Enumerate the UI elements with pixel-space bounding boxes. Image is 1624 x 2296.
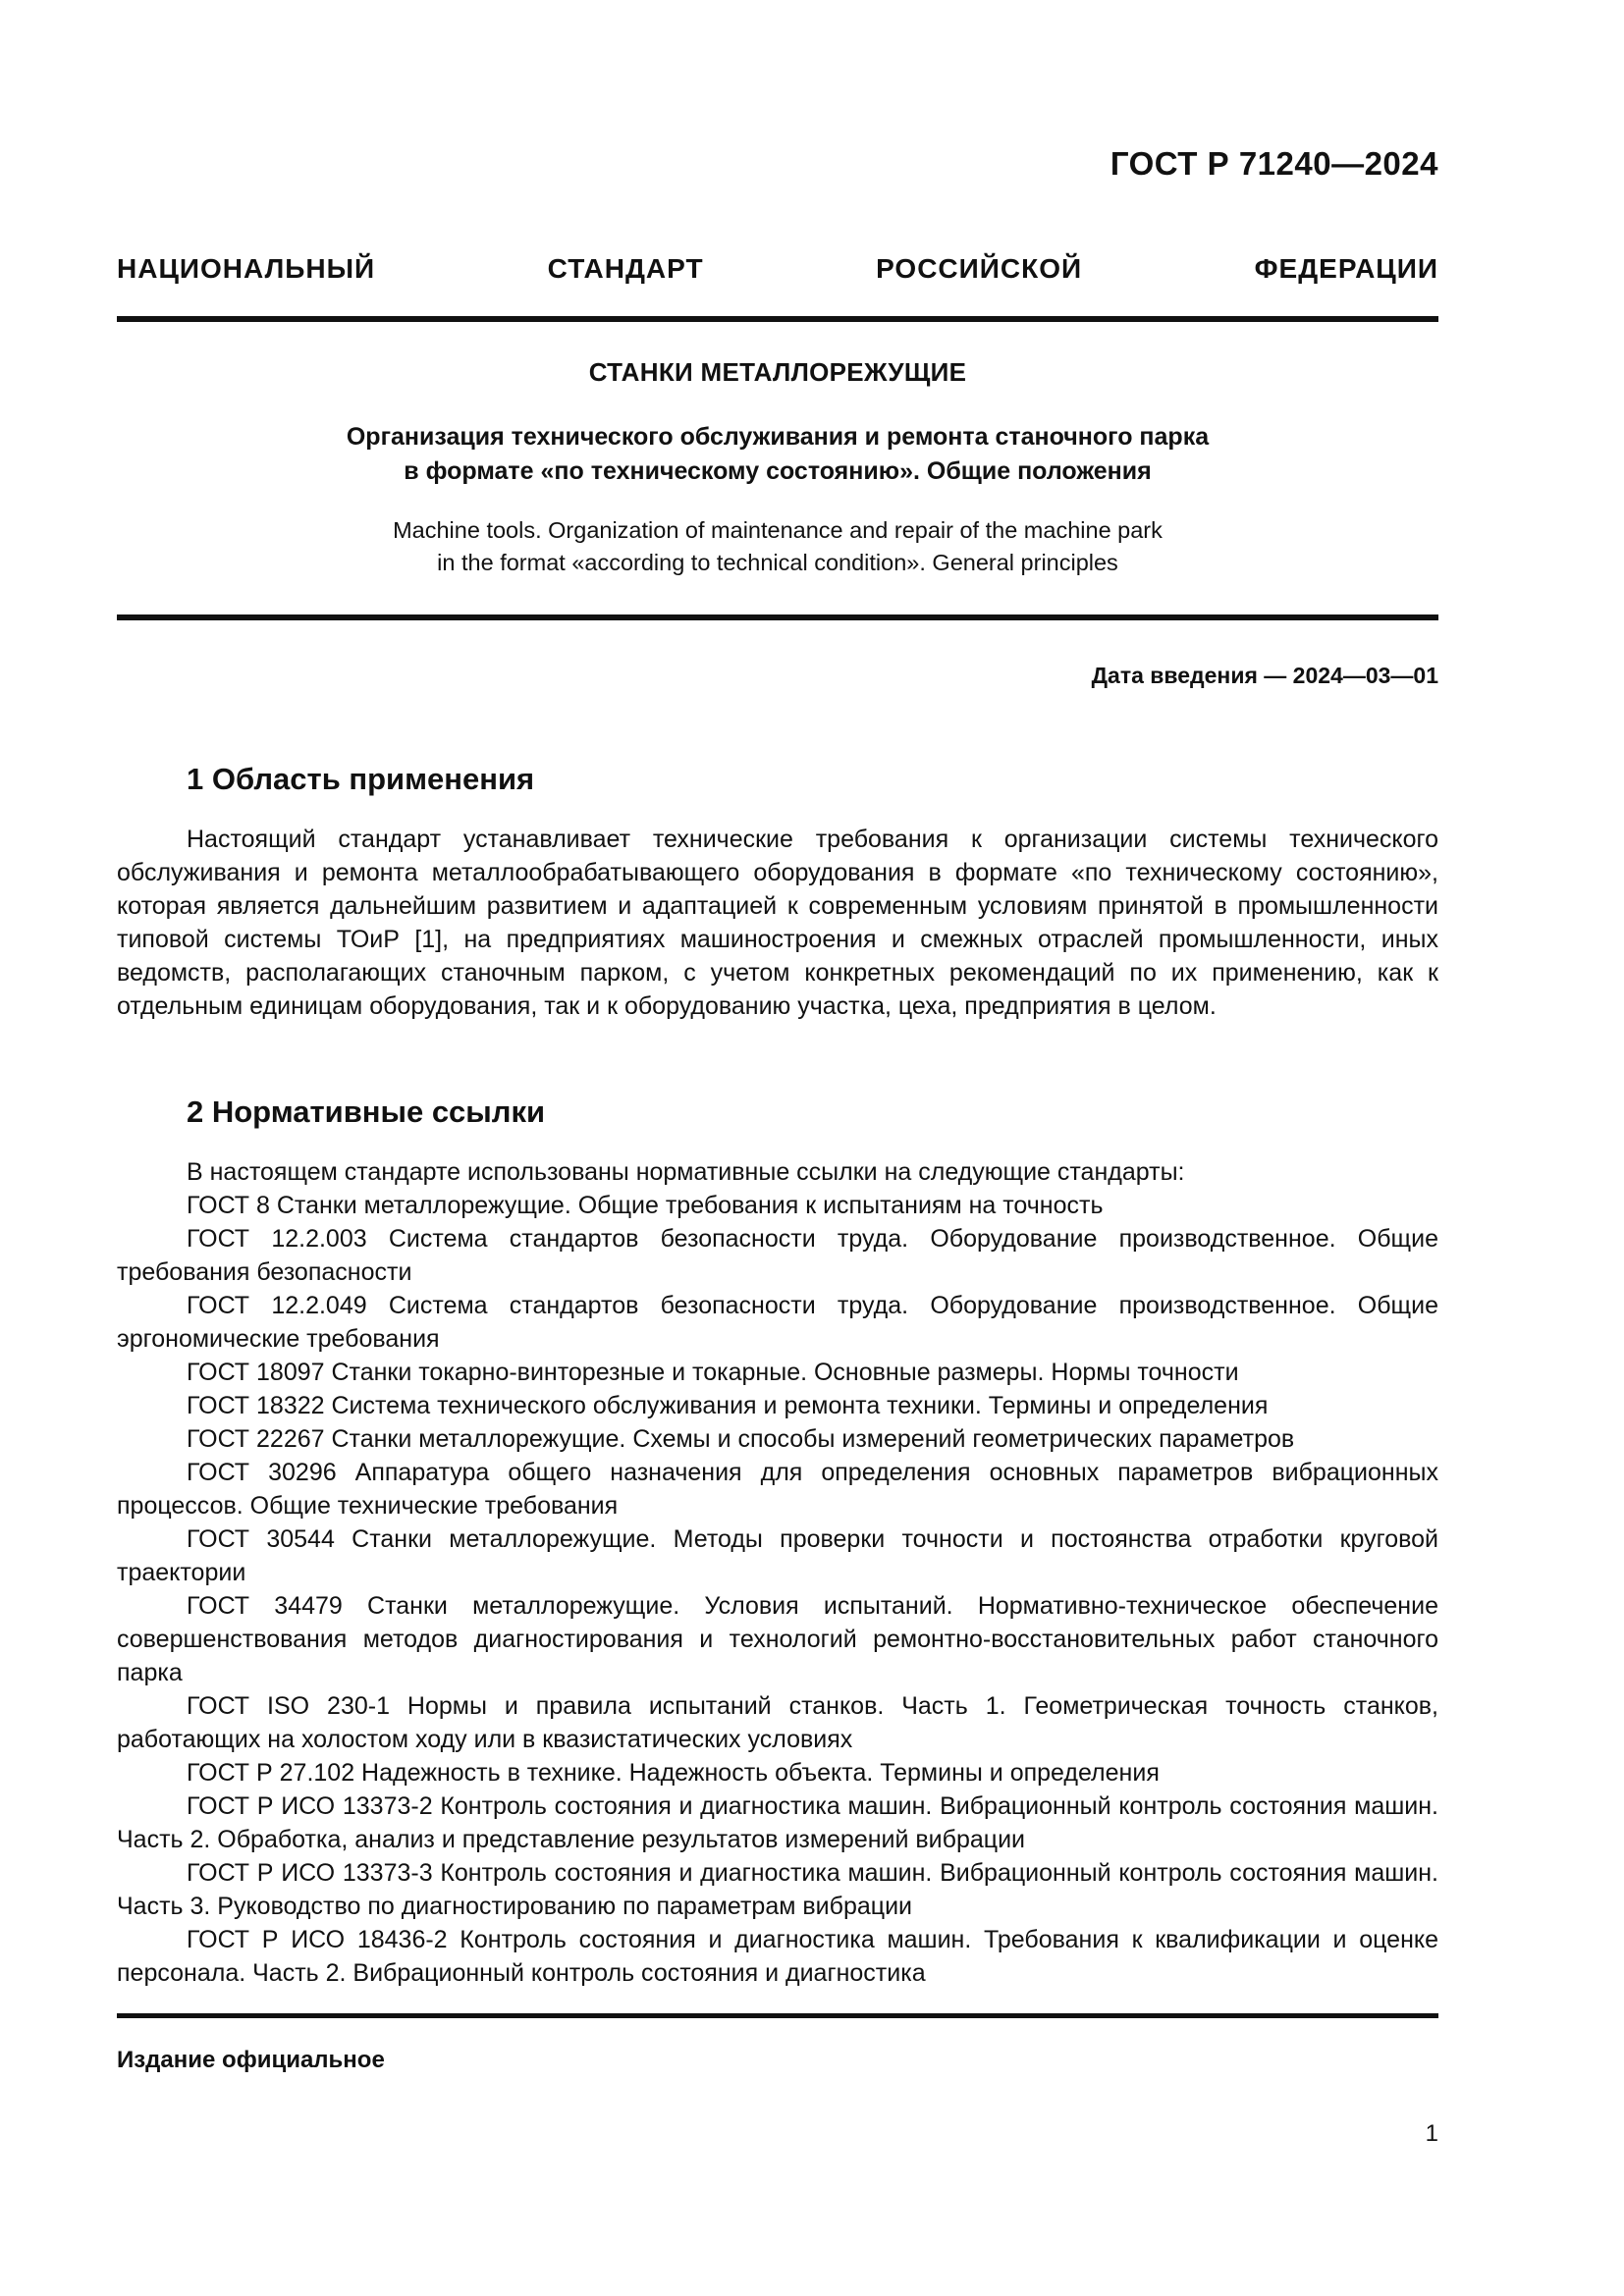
subtitle-line-1: Организация технического обслуживания и ремонта станочного парка	[346, 423, 1210, 451]
reference-item: ГОСТ ISO 230-1 Нормы и правила испытаний станков. Часть 1. Геометрическая точность станков, работающих на холостом ходу или в квазистатических условиях	[117, 1692, 1438, 1753]
reference-item: ГОСТ 18322 Система технического обслуживания и ремонта техники. Термины и определения	[187, 1392, 1269, 1419]
document-subtitle	[117, 420, 1438, 489]
normative-references	[117, 1155, 1438, 1990]
section-1-heading: 1 Область применения	[187, 762, 535, 796]
subtitle-line-2: в формате «по техническому состоянию». Общие положения	[404, 457, 1152, 485]
reference-item: ГОСТ Р ИСО 13373-3 Контроль состояния и диагностика машин. Вибрационный контроль состояния машин. Часть 3. Руководство по диагностированию по параметрам вибрации	[117, 1859, 1438, 1920]
reference-item: ГОСТ 12.2.003 Система стандартов безопасности труда. Оборудование производственное. Общие требования безопасности	[117, 1225, 1438, 1286]
reference-item: ГОСТ Р ИСО 18436-2 Контроль состояния и диагностика машин. Требования к квалификации и оценке персонала. Часть 2. Вибрационный контроль состояния и диагностика	[117, 1926, 1438, 1987]
reference-item: ГОСТ 30544 Станки металлорежущие. Методы проверки точности и постоянства отработки круговой траектории	[117, 1525, 1438, 1586]
reference-item: ГОСТ 8 Станки металлорежущие. Общие требования к испытаниям на точность	[187, 1192, 1104, 1219]
reference-item: ГОСТ 12.2.049 Система стандартов безопасности труда. Оборудование производственное. Общие эргономические требования	[117, 1292, 1438, 1353]
english-title	[117, 514, 1438, 579]
official-edition-label: Издание официальное	[117, 2047, 385, 2073]
reference-item: ГОСТ Р ИСО 13373-2 Контроль состояния и диагностика машин. Вибрационный контроль состояния машин. Часть 2. Обработка, анализ и представление результатов измерений вибрации	[117, 1792, 1438, 1853]
reference-item: ГОСТ 30296 Аппаратура общего назначения для определения основных параметров вибрационных процессов. Общие технические требования	[117, 1459, 1438, 1520]
top-divider	[117, 316, 1438, 322]
bottom-divider	[117, 2013, 1438, 2018]
english-title-line-2: in the format «according to technical condition». General principles	[437, 550, 1118, 575]
references-intro: В настоящем стандарте использованы нормативные ссылки на следующие стандарты:	[187, 1158, 1185, 1186]
document-page	[117, 0, 1438, 2296]
section-2-heading: 2 Нормативные ссылки	[187, 1095, 546, 1129]
document-title: СТАНКИ МЕТАЛЛОРЕЖУЩИЕ	[588, 357, 967, 387]
middle-divider	[117, 614, 1438, 620]
reference-item: ГОСТ 34479 Станки металлорежущие. Условия испытаний. Нормативно-техническое обеспечение совершенствования методов диагностирования и технологий ремонтно-восстановительных работ станочного парка	[117, 1592, 1438, 1686]
gost-code: ГОСТ Р 71240—2024	[1110, 145, 1438, 182]
reference-item: ГОСТ Р 27.102 Надежность в технике. Надежность объекта. Термины и определения	[187, 1759, 1160, 1787]
page-number: 1	[1425, 2120, 1438, 2147]
section-1-paragraph: Настоящий стандарт устанавливает технические требования к организации системы технического обслуживания и ремонта металлообрабатывающего оборудования в формате «по техническому состоянию», которая является дальнейшим развитием и адаптацией к современным условиям принятой в промышленности типовой системы ТОиР [1], на предприятиях машиностроения и смежных отраслей промышленности, иных ведомств, располагающих станочным парком, с учетом конкретных рекомендаций по их применению, как к отдельным единицам оборудования, так и к оборудованию участка, цеха, предприятия в целом.	[117, 826, 1438, 1020]
reference-item: ГОСТ 18097 Станки токарно-винторезные и токарные. Основные размеры. Нормы точности	[187, 1359, 1239, 1386]
english-title-line-1: Machine tools. Organization of maintenance and repair of the machine park	[393, 517, 1163, 543]
reference-item: ГОСТ 22267 Станки металлорежущие. Схемы и способы измерений геометрических параметров	[187, 1425, 1295, 1453]
introduction-date: Дата введения — 2024—03—01	[1091, 663, 1438, 688]
national-standard-heading: НАЦИОНАЛЬНЫЙ СТАНДАРТ РОССИЙСКОЙ ФЕДЕРАЦИИ	[117, 253, 1438, 284]
